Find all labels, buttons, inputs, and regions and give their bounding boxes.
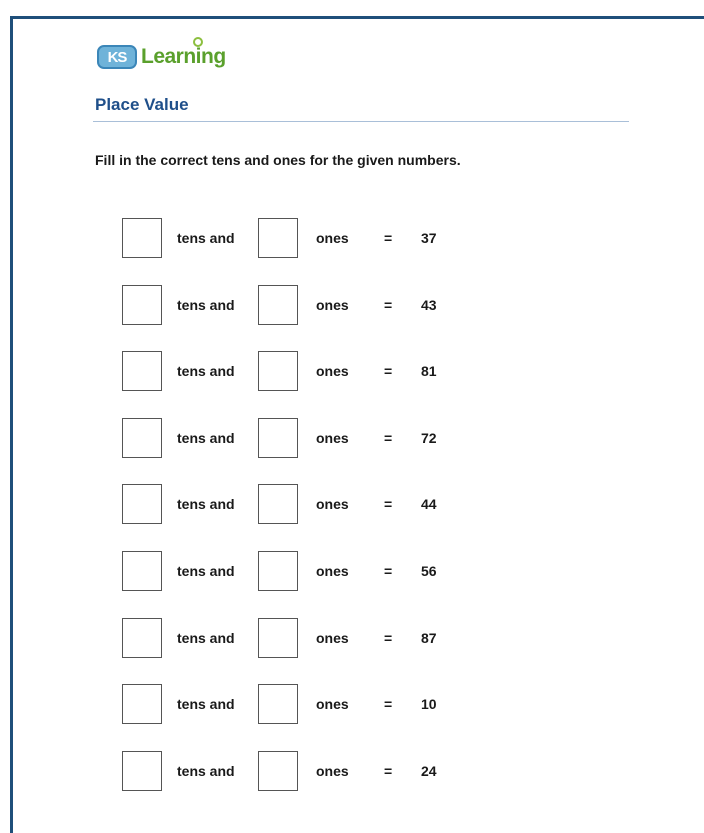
tens-answer-box[interactable] — [122, 684, 162, 724]
ones-answer-box[interactable] — [258, 285, 298, 325]
ones-answer-box[interactable] — [258, 684, 298, 724]
ones-label: ones — [316, 230, 349, 246]
tens-label: tens and — [177, 363, 235, 379]
equals-sign: = — [384, 297, 393, 313]
ones-answer-box[interactable] — [258, 484, 298, 524]
target-number: 81 — [421, 363, 437, 379]
ones-answer-box[interactable] — [258, 418, 298, 458]
target-number: 72 — [421, 430, 437, 446]
ones-answer-box[interactable] — [258, 618, 298, 658]
tens-label: tens and — [177, 630, 235, 646]
tens-answer-box[interactable] — [122, 751, 162, 791]
ones-label: ones — [316, 563, 349, 579]
exercise-row — [122, 285, 482, 327]
exercise-row — [122, 218, 482, 260]
equals-sign: = — [384, 363, 393, 379]
tens-answer-box[interactable] — [122, 351, 162, 391]
title-divider — [93, 121, 629, 122]
ones-label: ones — [316, 696, 349, 712]
equals-sign: = — [384, 563, 393, 579]
equals-sign: = — [384, 630, 393, 646]
target-number: 44 — [421, 496, 437, 512]
exercise-row — [122, 484, 482, 526]
exercise-row — [122, 684, 482, 726]
ks-learning-logo — [97, 40, 226, 74]
tens-label: tens and — [177, 297, 235, 313]
target-number: 37 — [421, 230, 437, 246]
ones-answer-box[interactable] — [258, 351, 298, 391]
worksheet-title: Place Value — [95, 95, 189, 114]
exercise-row — [122, 418, 482, 460]
ones-label: ones — [316, 630, 349, 646]
exercise-row — [122, 618, 482, 660]
target-number: 43 — [421, 297, 437, 313]
tens-label: tens and — [177, 763, 235, 779]
equals-sign: = — [384, 430, 393, 446]
exercise-row — [122, 751, 482, 793]
tens-label: tens and — [177, 430, 235, 446]
ones-answer-box[interactable] — [258, 751, 298, 791]
ones-label: ones — [316, 763, 349, 779]
logo-badge-text: KS — [107, 48, 127, 66]
tens-label: tens and — [177, 696, 235, 712]
equals-sign: = — [384, 230, 393, 246]
logo-text: Learning — [141, 45, 226, 68]
target-number: 87 — [421, 630, 437, 646]
logo-badge — [97, 45, 137, 69]
tens-label: tens and — [177, 496, 235, 512]
target-number: 10 — [421, 696, 437, 712]
exercise-row — [122, 351, 482, 393]
tens-answer-box[interactable] — [122, 285, 162, 325]
equals-sign: = — [384, 763, 393, 779]
target-number: 56 — [421, 563, 437, 579]
tens-answer-box[interactable] — [122, 484, 162, 524]
ones-label: ones — [316, 430, 349, 446]
equals-sign: = — [384, 696, 393, 712]
tens-answer-box[interactable] — [122, 418, 162, 458]
top-strip — [0, 0, 704, 16]
ones-label: ones — [316, 496, 349, 512]
tens-answer-box[interactable] — [122, 551, 162, 591]
tens-answer-box[interactable] — [122, 218, 162, 258]
tens-answer-box[interactable] — [122, 618, 162, 658]
target-number: 24 — [421, 763, 437, 779]
tens-label: tens and — [177, 230, 235, 246]
equals-sign: = — [384, 496, 393, 512]
logo-sun-icon — [193, 37, 203, 47]
ones-label: ones — [316, 297, 349, 313]
worksheet-instructions: Fill in the correct tens and ones for the given numbers. — [95, 152, 461, 168]
ones-answer-box[interactable] — [258, 551, 298, 591]
tens-label: tens and — [177, 563, 235, 579]
ones-answer-box[interactable] — [258, 218, 298, 258]
ones-label: ones — [316, 363, 349, 379]
exercise-row — [122, 551, 482, 593]
